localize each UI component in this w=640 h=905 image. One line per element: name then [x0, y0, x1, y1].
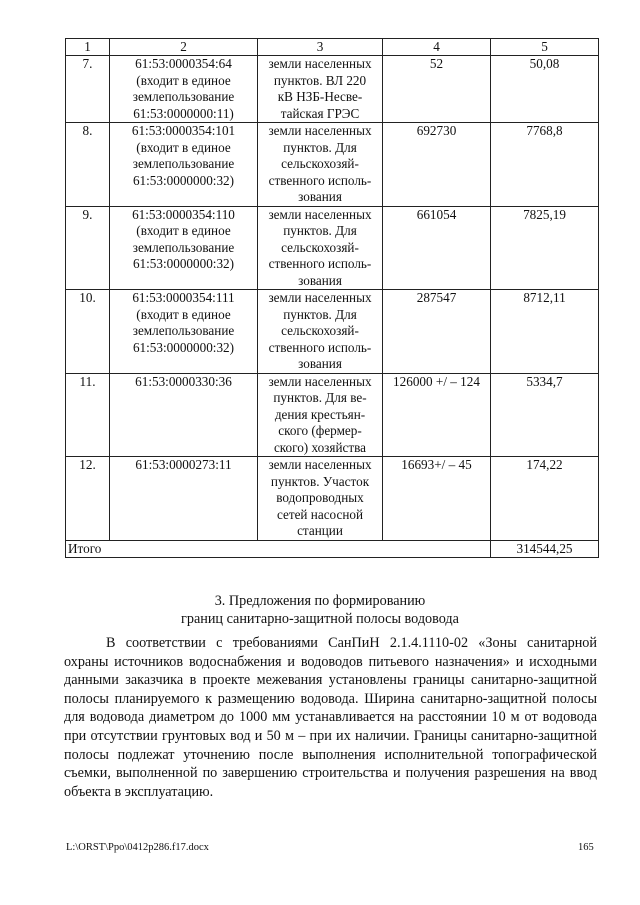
- section-heading-line: 3. Предложения по формированию: [214, 593, 426, 609]
- area-value: 661054: [383, 206, 491, 290]
- cost-value: 174,22: [491, 457, 599, 541]
- page-number: 165: [578, 842, 594, 853]
- header-cell: 3: [258, 39, 383, 56]
- table-row: [66, 206, 599, 290]
- area-value: 52: [383, 56, 491, 123]
- header-cell: 5: [491, 39, 599, 56]
- area-value: 692730: [383, 123, 491, 207]
- cadastral-number: 61:53:0000354:110 (входит в единое землепользование 61:53:0000000:32): [110, 206, 258, 290]
- row-number: 7.: [66, 56, 110, 123]
- table-row: [66, 373, 599, 457]
- cadastral-number: 61:53:0000354:111 (входит в единое землепользование 61:53:0000000:32): [110, 290, 258, 374]
- table-header-row: [66, 39, 599, 56]
- body-paragraph: В соответствии с требованиями СанПиН 2.1.4.1110-02 «Зоны санитарной охраны источников водоснабжения и водоводов питьевого назначения» и исходными данными заказчика в проекте межевания установлены границы санитарно-защитной полосы планируемого к размещению водовода. Ширина санитарно-защитной полосы для водовода диаметром до 1000 мм устанавливается на расстоянии 10 м от водовода при отсутствии грунтовых вод и 50 м – при их наличии. Границы санитарно-защитной полосы подлежат уточнению после выполнения исполнительной топографической съемки, выполненной по завершению строительства и получения разрешения на ввод объекта в эксплуатацию.: [64, 635, 597, 800]
- table-row: [66, 290, 599, 374]
- cadastral-number: 61:53:0000354:101 (входит в единое землепользование 61:53:0000000:32): [110, 123, 258, 207]
- total-value: 314544,25: [491, 540, 599, 558]
- row-number: 9.: [66, 206, 110, 290]
- header-cell: 4: [383, 39, 491, 56]
- footer-file-path: L:\ORST\Ppo\0412p286.f17.docx: [66, 842, 209, 853]
- header-cell: 1: [66, 39, 110, 56]
- land-category: земли населенных пунктов. Для сельскохозяй- ственного исполь- зования: [258, 123, 383, 207]
- row-number: 8.: [66, 123, 110, 207]
- land-category: земли населенных пунктов. Для ве- дения крестьян- ского (фермер- ского) хозяйства: [258, 373, 383, 457]
- cadastral-number: 61:53:0000330:36: [110, 373, 258, 457]
- cadastral-number: 61:53:0000354:64 (входит в единое землепользование 61:53:0000000:11): [110, 56, 258, 123]
- cadastral-number: 61:53:0000273:11: [110, 457, 258, 541]
- cost-value: 5334,7: [491, 373, 599, 457]
- header-cell: 2: [110, 39, 258, 56]
- cost-value: 8712,11: [491, 290, 599, 374]
- land-category: земли населенных пунктов. Участок водопроводных сетей насосной станции: [258, 457, 383, 541]
- cost-value: 50,08: [491, 56, 599, 123]
- table-row: [66, 457, 599, 541]
- land-category: земли населенных пунктов. ВЛ 220 кВ НЗБ-Несве- тайская ГРЭС: [258, 56, 383, 123]
- land-category: земли населенных пунктов. Для сельскохозяй- ственного исполь- зования: [258, 206, 383, 290]
- cost-value: 7825,19: [491, 206, 599, 290]
- cost-value: 7768,8: [491, 123, 599, 207]
- row-number: 12.: [66, 457, 110, 541]
- body-paragraph-block: [64, 634, 597, 801]
- area-value: 16693+/ – 45: [383, 457, 491, 541]
- row-number: 10.: [66, 290, 110, 374]
- table-row: [66, 123, 599, 207]
- table-row: [66, 56, 599, 123]
- section-heading-line: границ санитарно-защитной полосы водовода: [181, 611, 459, 627]
- area-value: 126000 +/ – 124: [383, 373, 491, 457]
- land-category: земли населенных пунктов. Для сельскохозяй- ственного исполь- зования: [258, 290, 383, 374]
- total-label: Итого: [66, 540, 491, 558]
- row-number: 11.: [66, 373, 110, 457]
- land-plots-table: [65, 38, 599, 558]
- area-value: 287547: [383, 290, 491, 374]
- table-total-row: [66, 540, 599, 558]
- section-heading: [0, 592, 640, 628]
